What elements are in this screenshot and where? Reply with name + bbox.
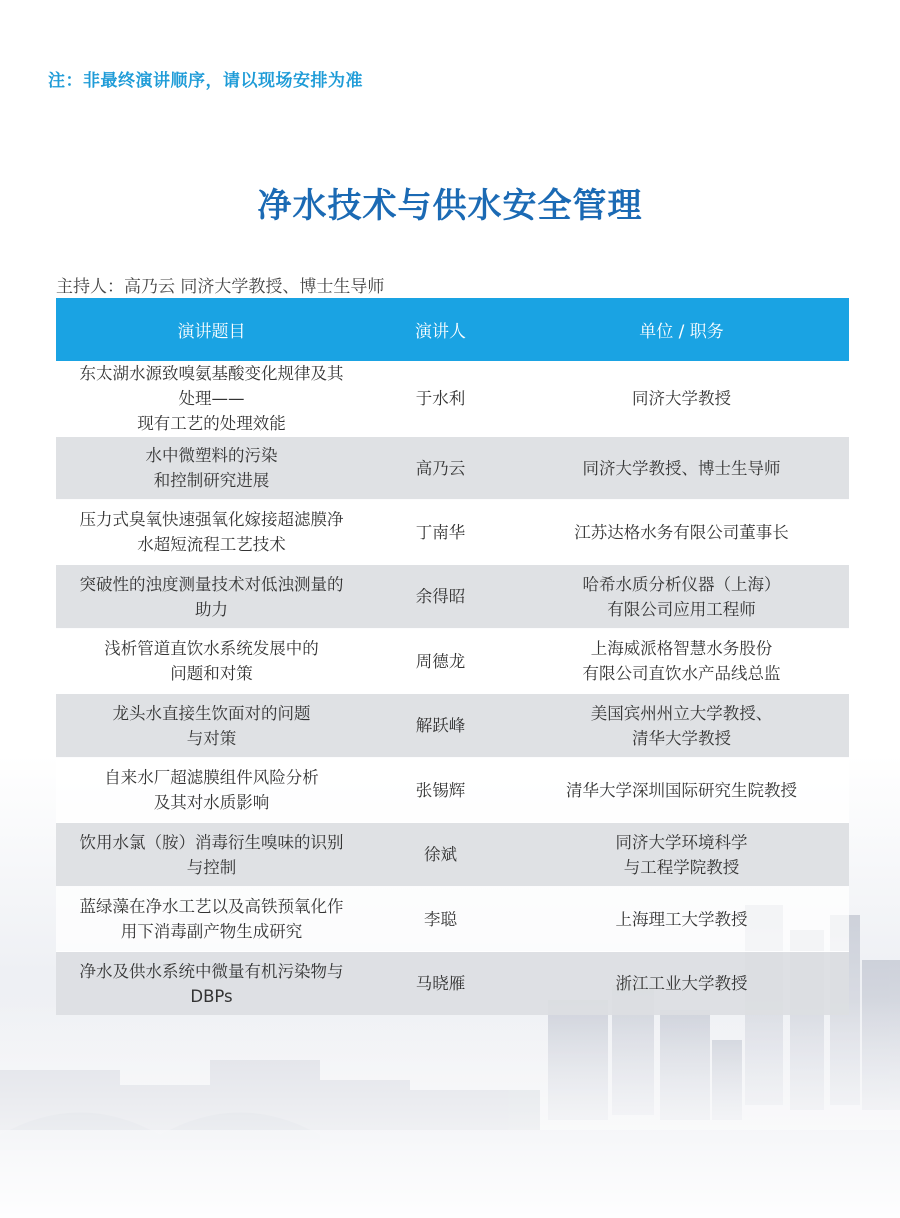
table-row	[56, 823, 849, 887]
talk-topic: 东太湖水源致嗅氨基酸变化规律及其 处理—— 现有工艺的处理效能	[56, 361, 367, 437]
talk-topic: 水中微塑料的污染 和控制研究进展	[56, 437, 367, 500]
speaker-name: 张锡辉	[367, 758, 514, 823]
table-row	[56, 952, 849, 1016]
table-row	[56, 437, 849, 500]
talk-topic: 压力式臭氧快速强氧化嫁接超滤膜净 水超短流程工艺技术	[56, 500, 367, 565]
talk-topic: 蓝绿藻在净水工艺以及高铁预氧化作 用下消毒副产物生成研究	[56, 887, 367, 952]
speaker-unit: 浙江工业大学教授	[514, 952, 849, 1016]
speaker-name: 马晓雁	[367, 952, 514, 1016]
table-row	[56, 565, 849, 629]
talk-topic: 浅析管道直饮水系统发展中的 问题和对策	[56, 629, 367, 694]
talk-topic: 龙头水直接生饮面对的问题 与对策	[56, 694, 367, 758]
speaker-unit: 哈希水质分析仪器（上海） 有限公司应用工程师	[514, 565, 849, 629]
table-row	[56, 500, 849, 565]
speaker-name: 丁南华	[367, 500, 514, 565]
speaker-name: 徐斌	[367, 823, 514, 887]
header-speaker: 演讲人	[367, 298, 514, 361]
talk-topic: 自来水厂超滤膜组件风险分析 及其对水质影响	[56, 758, 367, 823]
talk-topic: 饮用水氯（胺）消毒衍生嗅味的识别 与控制	[56, 823, 367, 887]
speaker-unit: 同济大学环境科学 与工程学院教授	[514, 823, 849, 887]
table-row	[56, 629, 849, 694]
speaker-name: 解跃峰	[367, 694, 514, 758]
table-header-row	[56, 298, 849, 361]
speaker-unit: 美国宾州州立大学教授、 清华大学教授	[514, 694, 849, 758]
table-row	[56, 887, 849, 952]
speaker-unit: 江苏达格水务有限公司董事长	[514, 500, 849, 565]
speaker-name: 高乃云	[367, 437, 514, 500]
table-row	[56, 361, 849, 437]
speaker-unit: 清华大学深圳国际研究生院教授	[514, 758, 849, 823]
schedule-table	[56, 298, 849, 1015]
page-title: 净水技术与供水安全管理	[257, 186, 643, 226]
speaker-unit: 同济大学教授、博士生导师	[514, 437, 849, 500]
speaker-name: 李聪	[367, 887, 514, 952]
talk-topic: 净水及供水系统中微量有机污染物与 DBPs	[56, 952, 367, 1016]
speaker-name: 余得昭	[367, 565, 514, 629]
header-topic: 演讲题目	[56, 298, 367, 361]
table-row	[56, 758, 849, 823]
speaker-unit: 同济大学教授	[514, 361, 849, 437]
speaker-unit: 上海威派格智慧水务股份 有限公司直饮水产品线总监	[514, 629, 849, 694]
order-note: 注：非最终演讲顺序，请以现场安排为准	[48, 71, 363, 91]
host-info: 主持人：高乃云 同济大学教授、博士生导师	[56, 277, 385, 297]
talk-topic: 突破性的浊度测量技术对低浊测量的 助力	[56, 565, 367, 629]
speaker-name: 于水利	[367, 361, 514, 437]
header-unit: 单位 / 职务	[514, 298, 849, 361]
table-row	[56, 694, 849, 758]
speaker-name: 周德龙	[367, 629, 514, 694]
speaker-unit: 上海理工大学教授	[514, 887, 849, 952]
